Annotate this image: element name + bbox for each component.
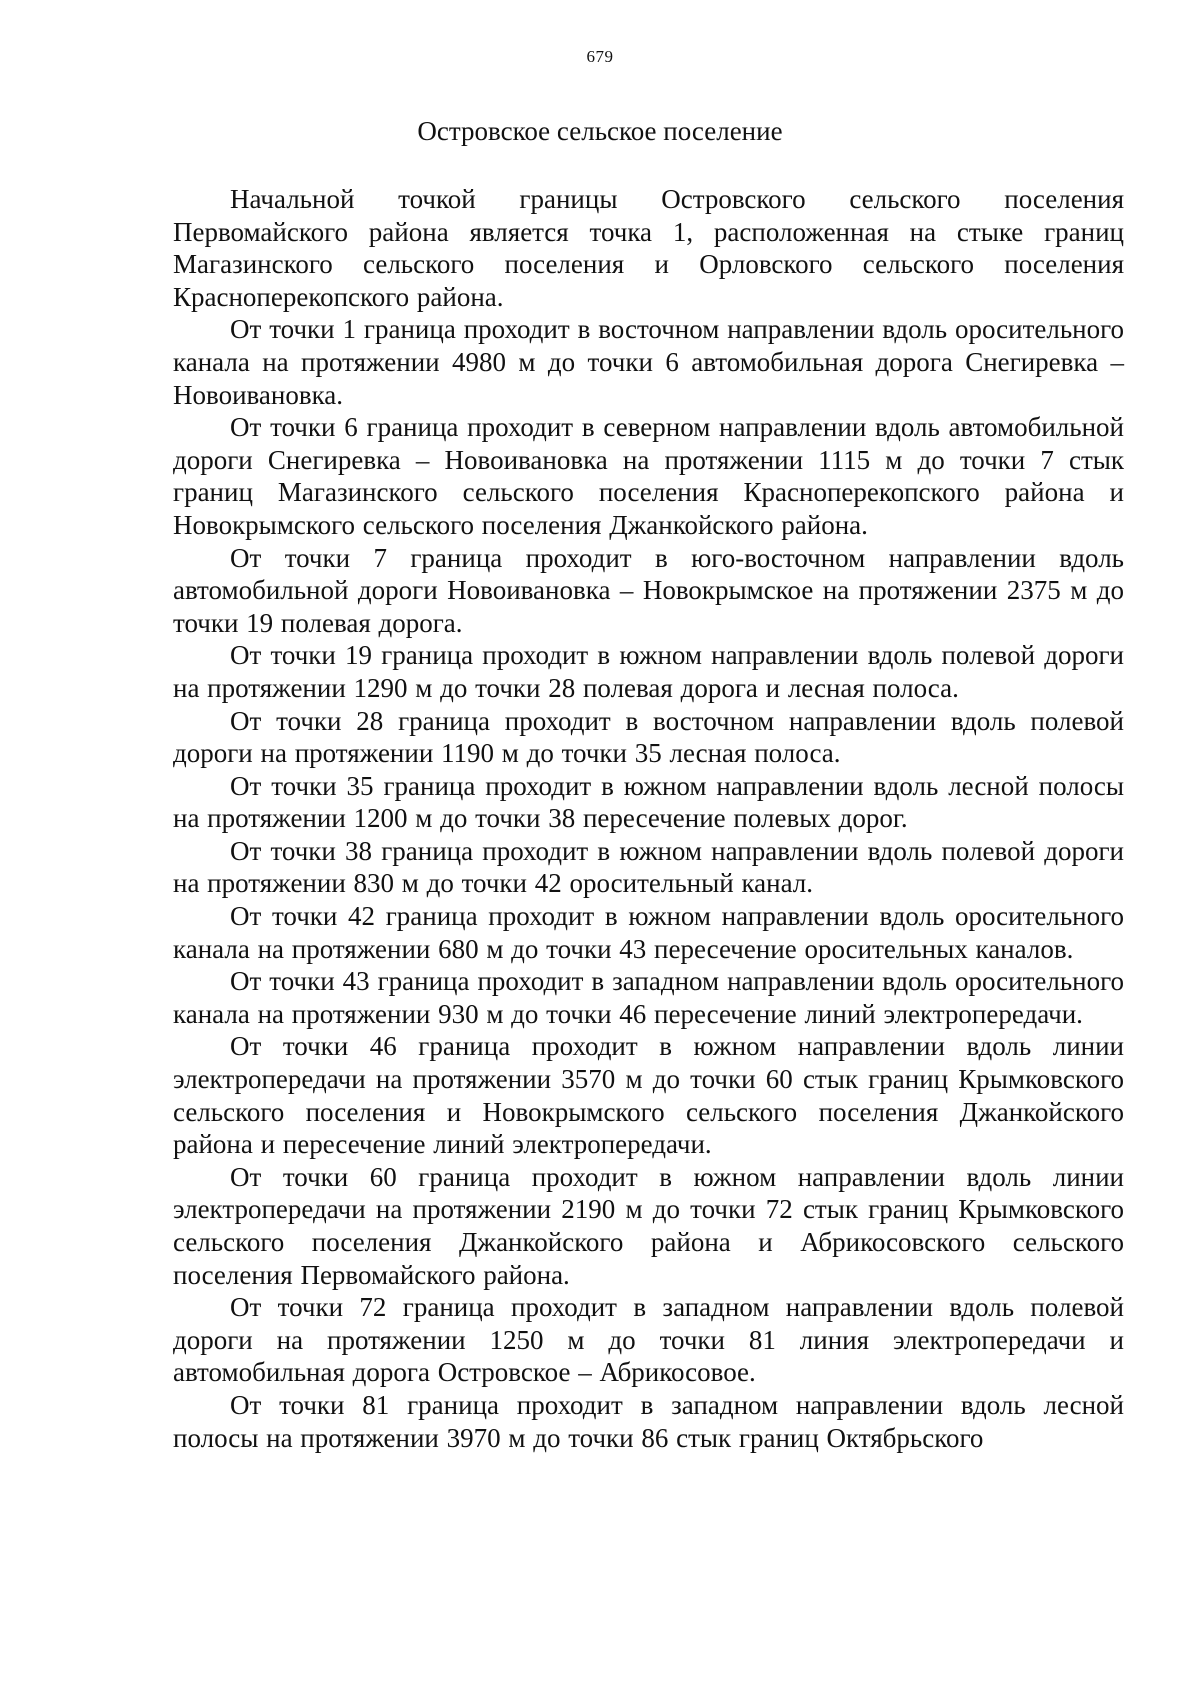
- paragraph: От точки 1 граница проходит в восточном направлении вдоль оросительного канала на протяжении 4980 м до точки 6 автомобильная дорога Снегиревка – Новоивановка.: [173, 314, 1124, 410]
- paragraph: От точки 7 граница проходит в юго-восточном направлении вдоль автомобильной дороги Новоивановка – Новокрымское на протяжении 2375 м до точки 19 полевая дорога.: [173, 542, 1124, 638]
- paragraph: От точки 72 граница проходит в западном направлении вдоль полевой дороги на протяжении 1250 м до точки 81 линия электропередачи и автомобильная дорога Островское – Абрикосовое.: [173, 1292, 1124, 1388]
- page-title: Островское сельское поселение: [417, 116, 783, 146]
- paragraph: От точки 60 граница проходит в южном направлении вдоль линии электропередачи на протяжении 2190 м до точки 72 стык границ Крымковского сельского поселения Джанкойского района и Абрикосовского сельского поселения Первомайского района.: [173, 1161, 1124, 1290]
- paragraph: Начальной точкой границы Островского сельского поселения Первомайского района является точка 1, расположенная на стыке границ Магазинского сельского поселения и Орловского сельского поселения Красноперекопского района.: [173, 184, 1124, 312]
- page-number: 679: [586, 47, 614, 66]
- document-body: [173, 183, 1124, 1454]
- paragraph: От точки 81 граница проходит в западном направлении вдоль лесной полосы на протяжении 3970 м до точки 86 стык границ Октябрьского: [173, 1389, 1124, 1453]
- paragraph: От точки 35 граница проходит в южном направлении вдоль лесной полосы на протяжении 1200 м до точки 38 пересечение полевых дорог.: [173, 770, 1124, 834]
- paragraph: От точки 42 граница проходит в южном направлении вдоль оросительного канала на протяжении 680 м до точки 43 пересечение оросительных каналов.: [173, 901, 1124, 964]
- paragraph: От точки 43 граница проходит в западном направлении вдоль оросительного канала на протяжении 930 м до точки 46 пересечение линий электропередачи.: [173, 966, 1124, 1029]
- paragraph: От точки 19 граница проходит в южном направлении вдоль полевой дороги на протяжении 1290 м до точки 28 полевая дорога и лесная полоса.: [173, 640, 1124, 703]
- paragraph: От точки 28 граница проходит в восточном направлении вдоль полевой дороги на протяжении 1190 м до точки 35 лесная полоса.: [173, 705, 1124, 769]
- paragraph: От точки 46 граница проходит в южном направлении вдоль линии электропередачи на протяжении 3570 м до точки 60 стык границ Крымковского сельского поселения и Новокрымского сельского поселения Джанкойского района и пересечение линий электропередачи.: [173, 1031, 1124, 1160]
- paragraph: От точки 6 граница проходит в северном направлении вдоль автомобильной дороги Снегиревка – Новоивановка на протяжении 1115 м до точки 7 стык границ Магазинского сельского поселения Красноперекопского района и Новокрымского сельского поселения Джанкойского района.: [173, 412, 1124, 540]
- paragraph: От точки 38 граница проходит в южном направлении вдоль полевой дороги на протяжении 830 м до точки 42 оросительный канал.: [173, 835, 1124, 899]
